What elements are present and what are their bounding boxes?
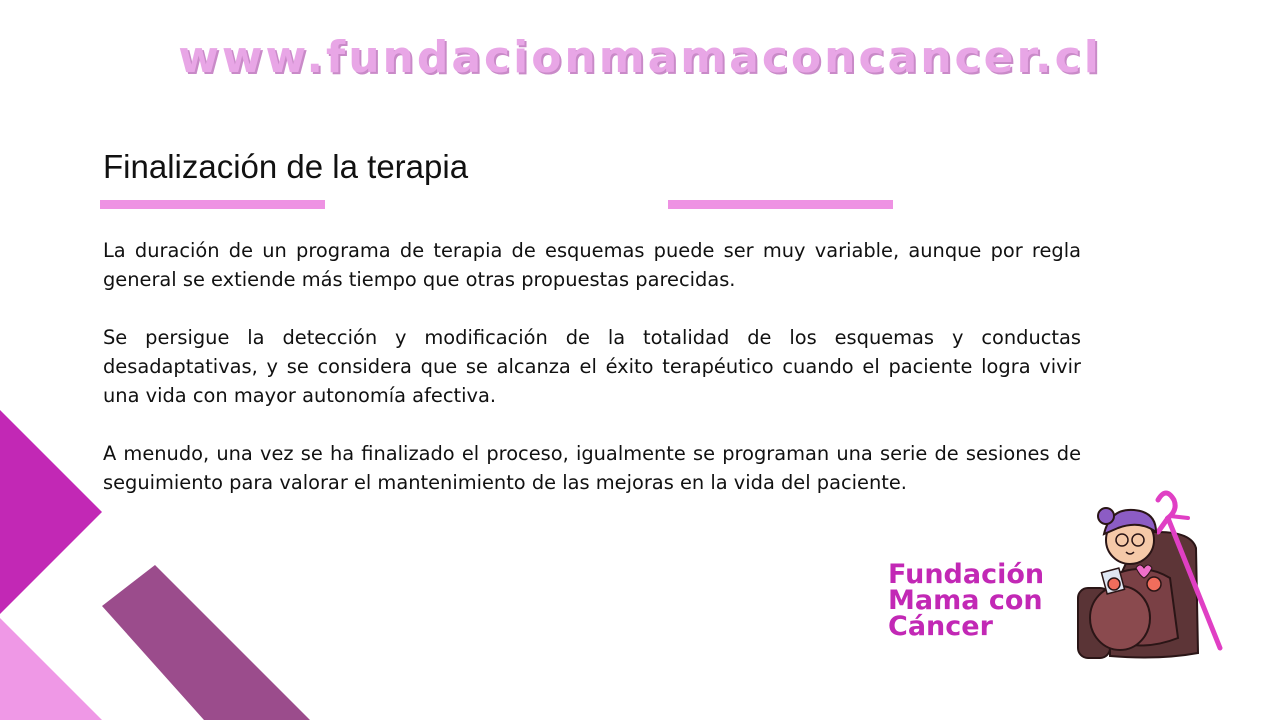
- logo-line-1: Fundación: [888, 559, 1045, 590]
- paragraph-duration: La duración de un programa de terapia de esquemas puede ser muy variable, aunque por regla general se extiende más tiempo que otras propuestas parecidas.: [103, 239, 1081, 291]
- paragraph-followup: A menudo, una vez se ha finalizado el proceso, igualmente se programan una serie de sesiones de seguimiento para valorar el mantenimiento de las mejoras en la vida del paciente.: [103, 442, 1081, 494]
- foundation-logo-text: [888, 559, 1045, 642]
- light-pink-triangle: [0, 618, 102, 720]
- logo-line-3: Cáncer: [888, 611, 993, 642]
- mascot-icon: [1070, 488, 1230, 663]
- title-underline-right: [668, 200, 893, 209]
- magenta-triangle: [0, 410, 102, 614]
- logo-line-2: Mama con: [888, 585, 1043, 616]
- decorative-shapes: [0, 0, 320, 720]
- plum-stripe: [102, 565, 310, 720]
- website-url: www.fundacionmamaconcancer.cl: [178, 32, 1102, 83]
- paragraph-goal: Se persigue la detección y modificación de la totalidad de los esquemas y conductas desadaptativas, y se considera que se alcanza el éxito terapéutico cuando el paciente logra vivir una vida con mayor autonomía afectiva.: [103, 326, 1081, 407]
- slide-title: Finalización de la terapia: [103, 148, 469, 185]
